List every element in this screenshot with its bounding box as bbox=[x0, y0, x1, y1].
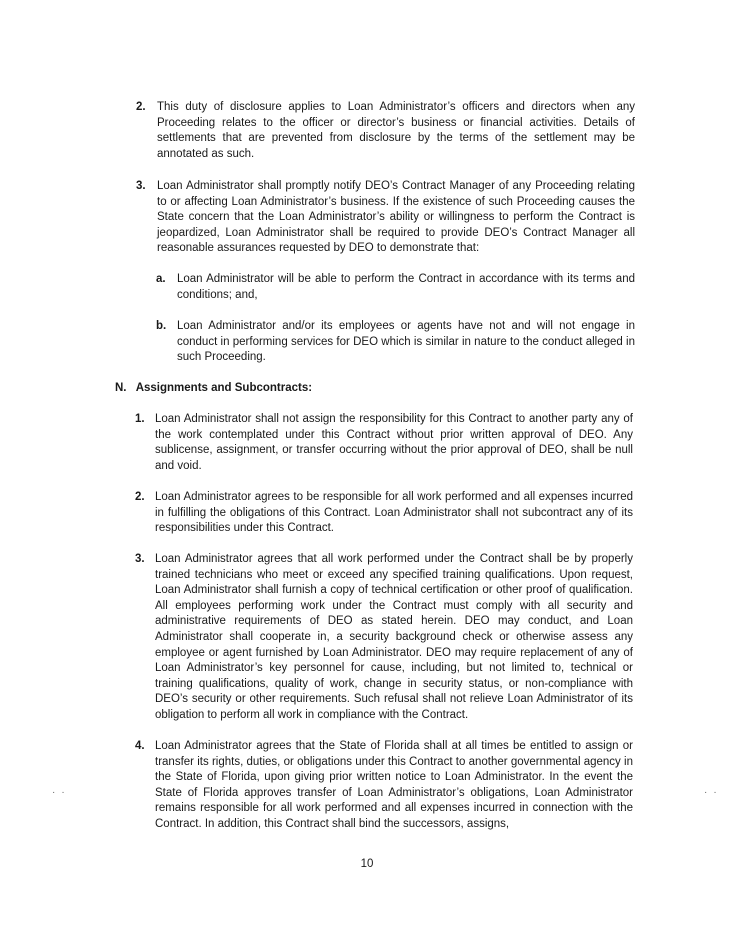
scan-artifact-right: ·· bbox=[704, 787, 723, 798]
paragraph-item bbox=[136, 179, 635, 257]
item-number: 1. bbox=[135, 413, 145, 425]
paragraph-item bbox=[135, 490, 633, 537]
sub-item bbox=[156, 272, 635, 303]
item-text: Loan Administrator shall not assign the responsibility for this Contract to another party any of the work contemplated under this Contract without prior written approval of DEO. Any sublicense, assignment, or transfer occurring without the prior approval of DEO, shall be null and void. bbox=[155, 413, 633, 472]
paragraph-item bbox=[135, 412, 633, 474]
paragraph-item bbox=[136, 100, 635, 162]
paragraph-item bbox=[135, 739, 633, 833]
sub-item-letter: b. bbox=[156, 320, 167, 332]
scan-artifact-left: ·· bbox=[52, 787, 71, 798]
page-number: 10 bbox=[360, 858, 374, 870]
sub-item-text: Loan Administrator and/or its employees or agents have not and will not engage in conduct in performing services for DEO which is similar in nature to the conduct alleged in such Proceeding. bbox=[177, 320, 635, 364]
item-text: This duty of disclosure applies to Loan Administrator’s officers and directors when any Proceeding relates to the officer or director’s business or financial activities. Details of settlements that are prevented from disclosure by the terms of the settlement may be annotated as such. bbox=[157, 101, 635, 160]
item-number: 4. bbox=[135, 740, 145, 752]
section-label: N. bbox=[115, 382, 127, 394]
paragraph-item bbox=[135, 552, 633, 724]
item-number: 2. bbox=[136, 101, 146, 113]
section-title: Assignments and Subcontracts: bbox=[135, 382, 313, 394]
section-heading bbox=[115, 381, 312, 397]
item-text: Loan Administrator agrees to be responsible for all work performed and all expenses incurred in fulfilling the obligations of this Contract. Loan Administrator shall not subcontract any of its responsibilities under this Contract. bbox=[155, 491, 633, 535]
item-number: 2. bbox=[135, 491, 145, 503]
item-number: 3. bbox=[136, 180, 146, 192]
item-text: Loan Administrator agrees that all work performed under the Contract shall be by properly trained technicians who meet or exceed any specified training qualifications. Upon request, Loan Administrator shall furnish a copy of technical certification or other proof of qualification. All employees performing work under the Contract must comply with all security and administrative requirements of DEO as stated herein. DEO may conduct, and Loan Administrator shall cooperate in, a security background check or otherwise assess any employee or agent furnished by Loan Administrator. DEO may require replacement of any of Loan Administrator’s key personnel for cause, including, but not limited to, technical or training qualifications, quality of work, change in security status, or non-compliance with DEO’s security or other requirements. Such refusal shall not relieve Loan Administrator of its obligation to perform all work in compliance with the Contract. bbox=[155, 553, 633, 721]
sub-item-letter: a. bbox=[156, 273, 166, 285]
sub-item-text: Loan Administrator will be able to perform the Contract in accordance with its terms and conditions; and, bbox=[177, 273, 635, 301]
sub-item bbox=[156, 319, 635, 366]
item-text: Loan Administrator agrees that the State of Florida shall at all times be entitled to assign or transfer its rights, duties, or obligations under this Contract to another governmental agency in the State of Florida, upon giving prior written notice to Loan Administrator. In the event the State of Florida approves transfer of Loan Administrator’s obligations, Loan Administrator remains responsible for all work performed and all expenses incurred in connection with the Contract. In addition, this Contract shall bind the successors, assigns, bbox=[155, 740, 633, 830]
item-number: 3. bbox=[135, 553, 145, 565]
item-text: Loan Administrator shall promptly notify DEO’s Contract Manager of any Proceeding relating to or affecting Loan Administrator’s business. If the existence of such Proceeding causes the State concern that the Loan Administrator’s ability or willingness to perform the Contract is jeopardized, Loan Administrator shall be required to provide DEO’s Contract Manager all reasonable assurances requested by DEO to demonstrate that: bbox=[157, 180, 635, 255]
